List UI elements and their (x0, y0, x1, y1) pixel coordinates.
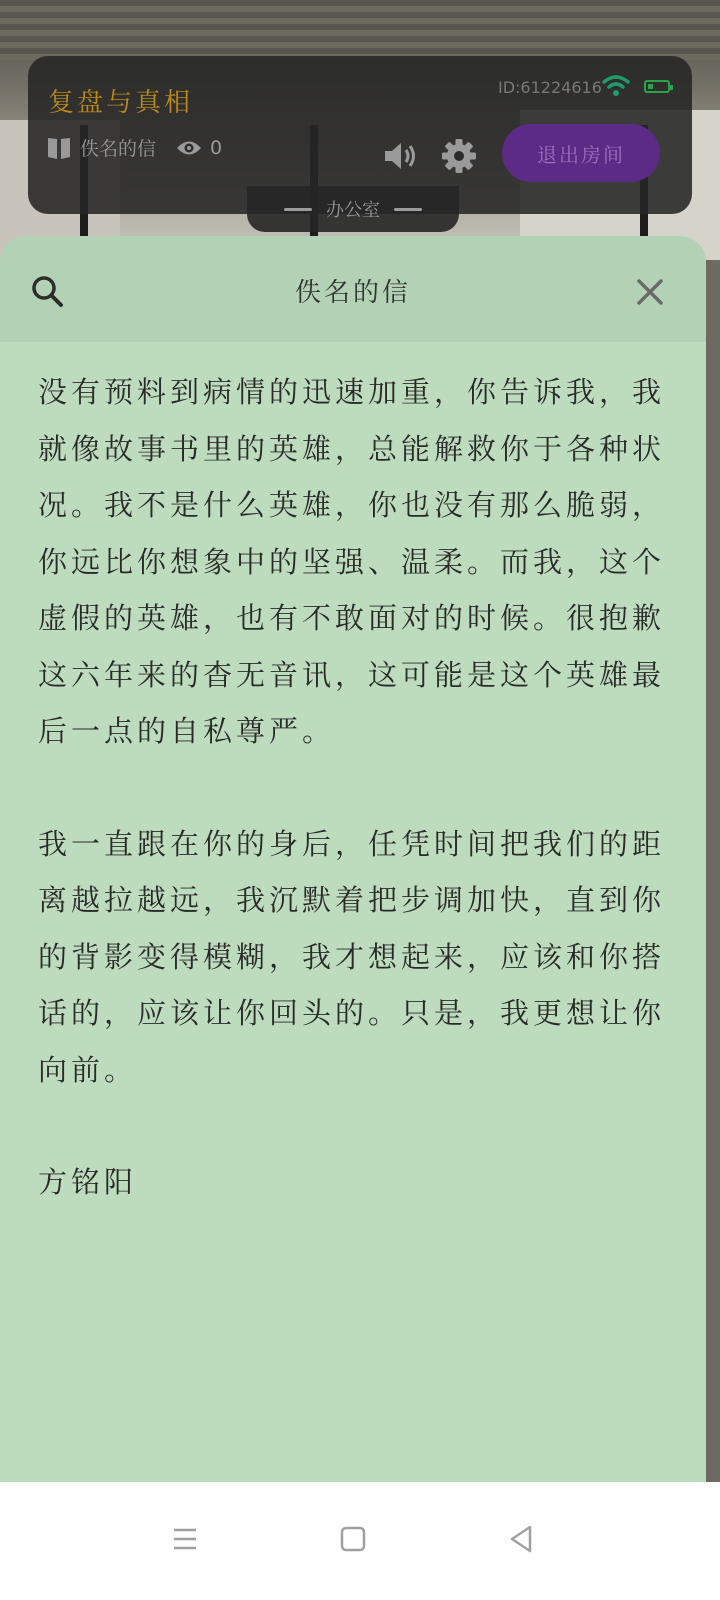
letter-body (38, 364, 668, 1267)
document-info[interactable] (46, 134, 222, 161)
letter-header (0, 236, 706, 342)
letter-signature: 方铭阳 (38, 1165, 138, 1199)
location-label (247, 186, 459, 232)
close-icon[interactable] (634, 276, 666, 308)
back-icon[interactable] (504, 1522, 538, 1556)
letter-paragraph: 没有预料到病情的迅速加重，你告诉我，我就像故事书里的英雄，总能解救你于各种状况。我不是什么英雄，你也没有那么脆弱，你远比你想象中的坚强、温柔。而我，这个虚假的英雄，也有不敢面对的时候。很抱歉这六年来的杳无音讯，这可能是这个英雄最后一点的自私尊严。 (38, 375, 666, 748)
wifi-icon (602, 74, 630, 98)
book-icon (46, 135, 72, 161)
scene-ceiling (0, 0, 720, 60)
letter-sheet (0, 236, 706, 1482)
battery-icon (644, 80, 670, 93)
eye-icon (176, 139, 202, 157)
location-name: 办公室 (326, 200, 380, 221)
game-title: 复盘与真相 (48, 88, 194, 118)
letter-paragraph: 我一直跟在你的身后，任凭时间把我们的距离越拉越远，我沉默着把步调加快，直到你的背影变得模糊，我才想起来，应该和你搭话的，应该让你回头的。只是，我更想让你向前。 (38, 826, 666, 1087)
view-count: 0 (210, 136, 223, 159)
room-id: ID:61224616 (498, 78, 602, 97)
home-icon[interactable] (336, 1522, 370, 1556)
speaker-icon[interactable] (383, 140, 419, 172)
document-name: 佚名的信 (80, 138, 157, 160)
exit-room-button[interactable]: 退出房间 (502, 124, 660, 182)
gear-icon[interactable] (441, 138, 477, 174)
letter-title: 佚名的信 (294, 278, 411, 308)
battery-level (648, 84, 653, 89)
system-navigation-bar (0, 1482, 720, 1600)
menu-icon[interactable] (168, 1522, 202, 1556)
